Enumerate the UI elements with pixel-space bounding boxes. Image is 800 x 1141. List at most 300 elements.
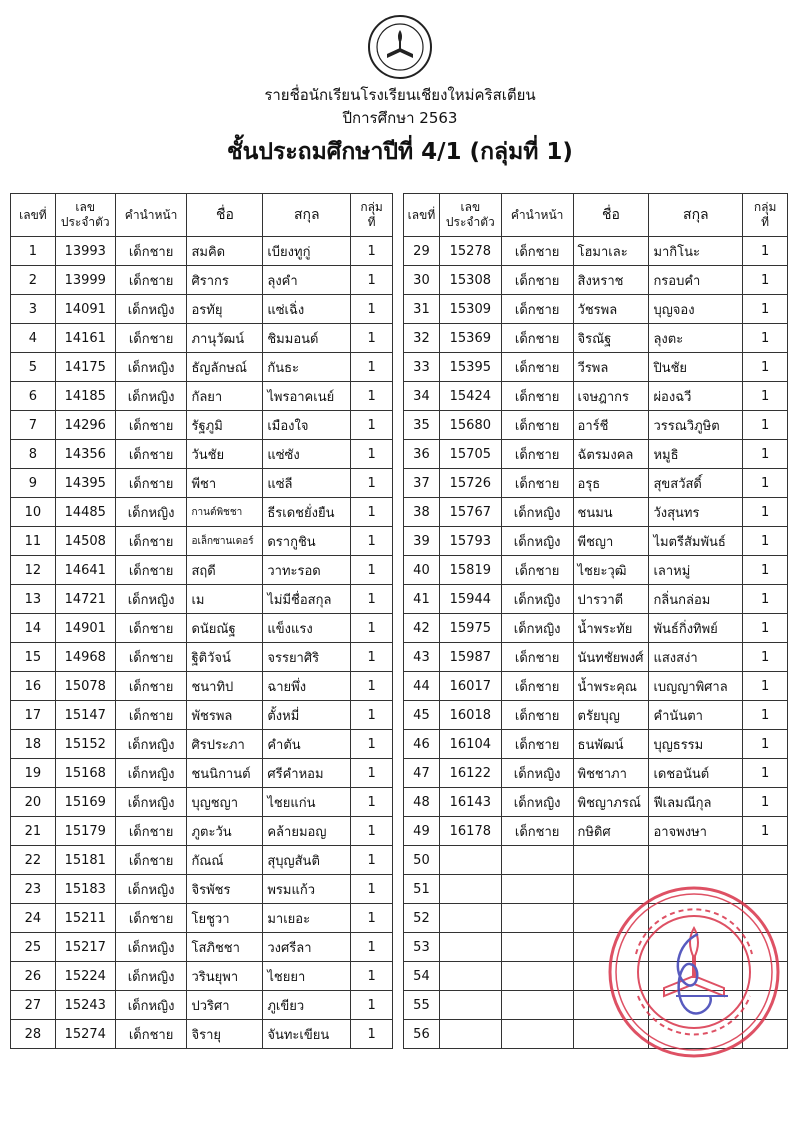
first-name	[573, 846, 649, 875]
name-prefix: เด็กหญิง	[115, 962, 187, 991]
group-number: 1	[743, 556, 788, 585]
group-number: 1	[351, 498, 393, 527]
surname: ไชยยา	[263, 962, 351, 991]
row-number: 56	[404, 1020, 440, 1049]
table-row	[404, 527, 788, 556]
row-number: 7	[11, 411, 56, 440]
surname: วาทะรอด	[263, 556, 351, 585]
name-prefix: เด็กชาย	[115, 527, 187, 556]
student-id: 14641	[55, 556, 115, 585]
row-number: 53	[404, 933, 440, 962]
group-number: 1	[351, 440, 393, 469]
student-id: 15211	[55, 904, 115, 933]
name-prefix: เด็กชาย	[115, 411, 187, 440]
surname: เบียงทูกู่	[263, 237, 351, 266]
table-row	[11, 817, 393, 846]
first-name: พีชา	[187, 469, 263, 498]
group-number: 1	[351, 759, 393, 788]
group-number: 1	[351, 933, 393, 962]
group-number: 1	[743, 730, 788, 759]
student-id	[439, 1020, 501, 1049]
name-prefix	[501, 904, 573, 933]
group-number: 1	[743, 324, 788, 353]
surname: จันทะเขียน	[263, 1020, 351, 1049]
group-number: 1	[351, 266, 393, 295]
name-prefix: เด็กหญิง	[501, 759, 573, 788]
surname: เดชอนันต์	[649, 759, 743, 788]
name-prefix: เด็กหญิง	[115, 498, 187, 527]
student-id: 16104	[439, 730, 501, 759]
row-number: 34	[404, 382, 440, 411]
group-number: 1	[743, 643, 788, 672]
table-row	[11, 701, 393, 730]
student-id: 14356	[55, 440, 115, 469]
student-id: 15224	[55, 962, 115, 991]
table-row	[11, 527, 393, 556]
student-id: 14721	[55, 585, 115, 614]
row-number: 37	[404, 469, 440, 498]
surname: เมืองใจ	[263, 411, 351, 440]
surname: พันธ์กิ่งทิพย์	[649, 614, 743, 643]
name-prefix: เด็กหญิง	[501, 788, 573, 817]
row-number: 6	[11, 382, 56, 411]
student-id: 15183	[55, 875, 115, 904]
col-name-header: ชื่อ	[573, 194, 649, 237]
group-number: 1	[351, 411, 393, 440]
row-number: 41	[404, 585, 440, 614]
student-id: 15152	[55, 730, 115, 759]
table-row	[404, 382, 788, 411]
row-number: 33	[404, 353, 440, 382]
table-row	[11, 672, 393, 701]
row-number: 48	[404, 788, 440, 817]
row-number: 20	[11, 788, 56, 817]
table-row	[11, 875, 393, 904]
table-row	[404, 672, 788, 701]
row-number: 43	[404, 643, 440, 672]
student-id: 15309	[439, 295, 501, 324]
row-number: 21	[11, 817, 56, 846]
surname: แสงสง่า	[649, 643, 743, 672]
first-name: วรินยุพา	[187, 962, 263, 991]
row-number: 23	[11, 875, 56, 904]
table-row	[11, 382, 393, 411]
student-id: 15424	[439, 382, 501, 411]
group-number: 1	[351, 382, 393, 411]
table-row	[11, 266, 393, 295]
table-header-row	[404, 194, 788, 237]
first-name: สมคิด	[187, 237, 263, 266]
first-name: อเล็กซานเดอร์	[187, 527, 263, 556]
table-row	[11, 904, 393, 933]
student-id: 14485	[55, 498, 115, 527]
table-row	[404, 295, 788, 324]
col-surname-header: สกุล	[263, 194, 351, 237]
name-prefix: เด็กหญิง	[115, 382, 187, 411]
group-number: 1	[743, 382, 788, 411]
first-name: ตรัยบุญ	[573, 701, 649, 730]
student-id: 15793	[439, 527, 501, 556]
school-logo	[359, 14, 441, 80]
student-id: 15274	[55, 1020, 115, 1049]
name-prefix: เด็กชาย	[115, 469, 187, 498]
name-prefix: เด็กหญิง	[501, 614, 573, 643]
first-name: ชนาทิป	[187, 672, 263, 701]
student-id: 15680	[439, 411, 501, 440]
row-number: 16	[11, 672, 56, 701]
table-row	[11, 440, 393, 469]
table-row	[11, 295, 393, 324]
student-id: 15168	[55, 759, 115, 788]
first-name: ศิรประภา	[187, 730, 263, 759]
table-row	[11, 962, 393, 991]
name-prefix: เด็กชาย	[115, 237, 187, 266]
surname: เลาหมู่	[649, 556, 743, 585]
student-id	[439, 962, 501, 991]
table-row	[404, 353, 788, 382]
name-prefix: เด็กชาย	[115, 846, 187, 875]
table-row	[11, 730, 393, 759]
first-name: อรุธ	[573, 469, 649, 498]
surname: ผ่องฉวี	[649, 382, 743, 411]
row-number: 27	[11, 991, 56, 1020]
first-name: ศิรากร	[187, 266, 263, 295]
first-name: วัชรพล	[573, 295, 649, 324]
group-number: 1	[351, 904, 393, 933]
col-no-header: เลขที่	[404, 194, 440, 237]
group-number: 1	[351, 527, 393, 556]
group-number: 1	[743, 469, 788, 498]
row-number: 44	[404, 672, 440, 701]
row-number: 5	[11, 353, 56, 382]
student-id: 15987	[439, 643, 501, 672]
row-number: 26	[11, 962, 56, 991]
student-id	[439, 991, 501, 1020]
row-number: 14	[11, 614, 56, 643]
table-row	[11, 469, 393, 498]
name-prefix: เด็กหญิง	[115, 991, 187, 1020]
student-id: 14508	[55, 527, 115, 556]
group-number: 1	[351, 614, 393, 643]
col-id-header: เลข ประจำตัว	[439, 194, 501, 237]
surname: เบญญาพิศาล	[649, 672, 743, 701]
group-number: 1	[351, 962, 393, 991]
group-number: 1	[743, 411, 788, 440]
first-name: สฤดี	[187, 556, 263, 585]
surname: สุบุญสันติ	[263, 846, 351, 875]
surname: วรรณวิภูษิต	[649, 411, 743, 440]
name-prefix: เด็กชาย	[115, 440, 187, 469]
row-number: 52	[404, 904, 440, 933]
group-number: 1	[351, 353, 393, 382]
first-name: ภูตะวัน	[187, 817, 263, 846]
surname: ไมตรีสัมพันธ์	[649, 527, 743, 556]
name-prefix: เด็กหญิง	[115, 933, 187, 962]
name-prefix	[501, 933, 573, 962]
table-row	[11, 933, 393, 962]
surname: ฟีเลมณีกุล	[649, 788, 743, 817]
table-row	[404, 411, 788, 440]
table-row	[11, 353, 393, 382]
first-name: ชนนิกานต์	[187, 759, 263, 788]
surname: ฉายพึ่ง	[263, 672, 351, 701]
student-id: 15308	[439, 266, 501, 295]
surname: วังสุนทร	[649, 498, 743, 527]
first-name: สิงหราช	[573, 266, 649, 295]
first-name: อรทัยุ	[187, 295, 263, 324]
name-prefix: เด็กหญิง	[115, 759, 187, 788]
student-id: 16017	[439, 672, 501, 701]
group-number: 1	[743, 295, 788, 324]
first-name: กัลยา	[187, 382, 263, 411]
group-number: 1	[743, 237, 788, 266]
name-prefix	[501, 1020, 573, 1049]
row-number: 29	[404, 237, 440, 266]
group-number: 1	[351, 730, 393, 759]
surname: บุญธรรม	[649, 730, 743, 759]
row-number: 8	[11, 440, 56, 469]
student-id: 16018	[439, 701, 501, 730]
name-prefix: เด็กชาย	[501, 817, 573, 846]
name-prefix	[501, 875, 573, 904]
name-prefix: เด็กชาย	[501, 266, 573, 295]
student-id: 14901	[55, 614, 115, 643]
first-name: ไชยะวุฒิ	[573, 556, 649, 585]
table-row	[404, 643, 788, 672]
student-id: 14296	[55, 411, 115, 440]
table-row	[404, 469, 788, 498]
row-number: 13	[11, 585, 56, 614]
group-number: 1	[351, 875, 393, 904]
student-id: 14185	[55, 382, 115, 411]
surname: ดรากูชิน	[263, 527, 351, 556]
group-number: 1	[743, 585, 788, 614]
surname: ชิมมอนด์	[263, 324, 351, 353]
student-id: 15767	[439, 498, 501, 527]
surname: ธีรเดชยั่งยืน	[263, 498, 351, 527]
name-prefix: เด็กชาย	[115, 701, 187, 730]
student-table-left	[10, 193, 393, 1049]
row-number: 12	[11, 556, 56, 585]
table-row	[404, 759, 788, 788]
table-row	[404, 846, 788, 875]
surname: สุขสวัสดิ์	[649, 469, 743, 498]
table-row	[404, 556, 788, 585]
name-prefix: เด็กหญิง	[115, 585, 187, 614]
surname	[649, 846, 743, 875]
table-row	[11, 1020, 393, 1049]
school-seal-stamp	[606, 884, 782, 1060]
table-row	[404, 788, 788, 817]
col-no-header: เลขที่	[11, 194, 56, 237]
row-number: 3	[11, 295, 56, 324]
first-name: ปารวาตี	[573, 585, 649, 614]
group-number: 1	[351, 585, 393, 614]
first-name: ฐิติวัจน์	[187, 643, 263, 672]
table-row	[11, 614, 393, 643]
student-id: 15726	[439, 469, 501, 498]
table-row	[404, 237, 788, 266]
name-prefix: เด็กชาย	[501, 295, 573, 324]
group-number: 1	[351, 237, 393, 266]
name-prefix: เด็กชาย	[501, 237, 573, 266]
row-number: 30	[404, 266, 440, 295]
first-name: ดนัยณัฐ	[187, 614, 263, 643]
col-id-header: เลข ประจำตัว	[55, 194, 115, 237]
surname: ลุงคำ	[263, 266, 351, 295]
name-prefix: เด็กชาย	[115, 904, 187, 933]
row-number: 47	[404, 759, 440, 788]
table-row	[404, 614, 788, 643]
name-prefix: เด็กชาย	[501, 440, 573, 469]
table-row	[404, 324, 788, 353]
student-id: 13993	[55, 237, 115, 266]
row-number: 1	[11, 237, 56, 266]
name-prefix: เด็กชาย	[115, 817, 187, 846]
surname: ไม่มีชื่อสกุล	[263, 585, 351, 614]
surname: แซ่ลี	[263, 469, 351, 498]
group-number: 1	[743, 817, 788, 846]
row-number: 54	[404, 962, 440, 991]
row-number: 31	[404, 295, 440, 324]
student-id: 15179	[55, 817, 115, 846]
first-name: พิชชาภา	[573, 759, 649, 788]
student-id	[439, 904, 501, 933]
name-prefix: เด็กชาย	[115, 324, 187, 353]
first-name: เม	[187, 585, 263, 614]
student-id	[439, 846, 501, 875]
group-number: 1	[351, 672, 393, 701]
name-prefix: เด็กชาย	[501, 672, 573, 701]
first-name: รัฐภูมิ	[187, 411, 263, 440]
group-number: 1	[743, 672, 788, 701]
first-name: นันทชัยพงศ์	[573, 643, 649, 672]
table-row	[11, 556, 393, 585]
first-name: น้ำพระคุณ	[573, 672, 649, 701]
row-number: 9	[11, 469, 56, 498]
first-name: ปวริศา	[187, 991, 263, 1020]
row-number: 28	[11, 1020, 56, 1049]
first-name: วันชัย	[187, 440, 263, 469]
row-number: 45	[404, 701, 440, 730]
name-prefix	[501, 962, 573, 991]
surname: จรรยาศิริ	[263, 643, 351, 672]
first-name: กษิดิศ	[573, 817, 649, 846]
student-id: 15705	[439, 440, 501, 469]
surname: อาจพงษา	[649, 817, 743, 846]
student-id: 15819	[439, 556, 501, 585]
table-row	[11, 498, 393, 527]
row-number: 22	[11, 846, 56, 875]
surname: บุญจอง	[649, 295, 743, 324]
first-name: ฉัตรมงคล	[573, 440, 649, 469]
surname: แซ่เฉิ่ง	[263, 295, 351, 324]
student-id: 15169	[55, 788, 115, 817]
group-number	[743, 846, 788, 875]
student-id: 15217	[55, 933, 115, 962]
group-number: 1	[351, 556, 393, 585]
student-id: 15369	[439, 324, 501, 353]
table-row	[404, 498, 788, 527]
first-name: จิรพัชร	[187, 875, 263, 904]
first-name: จิรณัฐ	[573, 324, 649, 353]
name-prefix: เด็กหญิง	[115, 295, 187, 324]
student-id: 15975	[439, 614, 501, 643]
name-prefix: เด็กชาย	[501, 469, 573, 498]
group-number: 1	[743, 440, 788, 469]
table-row	[11, 237, 393, 266]
table-row	[11, 411, 393, 440]
table-row	[404, 730, 788, 759]
table-row	[11, 991, 393, 1020]
group-number: 1	[743, 527, 788, 556]
first-name: วีรพล	[573, 353, 649, 382]
surname: กลิ่นกล่อม	[649, 585, 743, 614]
col-group-header: กลุ่ม ที่	[351, 194, 393, 237]
student-id: 15243	[55, 991, 115, 1020]
group-number: 1	[351, 643, 393, 672]
surname: ลุงตะ	[649, 324, 743, 353]
student-id: 16122	[439, 759, 501, 788]
group-number: 1	[743, 498, 788, 527]
student-id	[439, 875, 501, 904]
col-name-header: ชื่อ	[187, 194, 263, 237]
first-name: พีชญา	[573, 527, 649, 556]
name-prefix: เด็กชาย	[501, 556, 573, 585]
table-row	[11, 324, 393, 353]
name-prefix: เด็กชาย	[115, 556, 187, 585]
student-id: 16178	[439, 817, 501, 846]
col-surname-header: สกุล	[649, 194, 743, 237]
first-name: ภานุวัฒน์	[187, 324, 263, 353]
name-prefix: เด็กหญิง	[115, 730, 187, 759]
name-prefix: เด็กชาย	[501, 382, 573, 411]
name-prefix: เด็กหญิง	[501, 585, 573, 614]
surname: กันธะ	[263, 353, 351, 382]
table-row	[404, 701, 788, 730]
name-prefix: เด็กชาย	[115, 266, 187, 295]
row-number: 17	[11, 701, 56, 730]
table-row	[11, 788, 393, 817]
name-prefix: เด็กชาย	[501, 353, 573, 382]
row-number: 49	[404, 817, 440, 846]
name-prefix: เด็กหญิง	[115, 875, 187, 904]
table-row	[404, 817, 788, 846]
surname: ตั้งหมี่	[263, 701, 351, 730]
table-row	[11, 846, 393, 875]
surname: มากิโนะ	[649, 237, 743, 266]
surname: หมูธิ	[649, 440, 743, 469]
surname: ศรีคำหอม	[263, 759, 351, 788]
student-id: 15395	[439, 353, 501, 382]
name-prefix: เด็กชาย	[115, 643, 187, 672]
name-prefix: เด็กหญิง	[501, 498, 573, 527]
name-prefix: เด็กชาย	[501, 730, 573, 759]
first-name: พิชญาภรณ์	[573, 788, 649, 817]
first-name: พัชรพล	[187, 701, 263, 730]
surname: ปินชัย	[649, 353, 743, 382]
student-id: 14175	[55, 353, 115, 382]
student-id: 14091	[55, 295, 115, 324]
group-number: 1	[351, 788, 393, 817]
row-number: 55	[404, 991, 440, 1020]
name-prefix: เด็กหญิง	[115, 788, 187, 817]
school-title: รายชื่อนักเรียนโรงเรียนเชียงใหม่คริสเตียน	[264, 86, 536, 104]
student-id: 14161	[55, 324, 115, 353]
name-prefix	[501, 846, 573, 875]
name-prefix: เด็กชาย	[115, 1020, 187, 1049]
first-name: อาร์ชี	[573, 411, 649, 440]
